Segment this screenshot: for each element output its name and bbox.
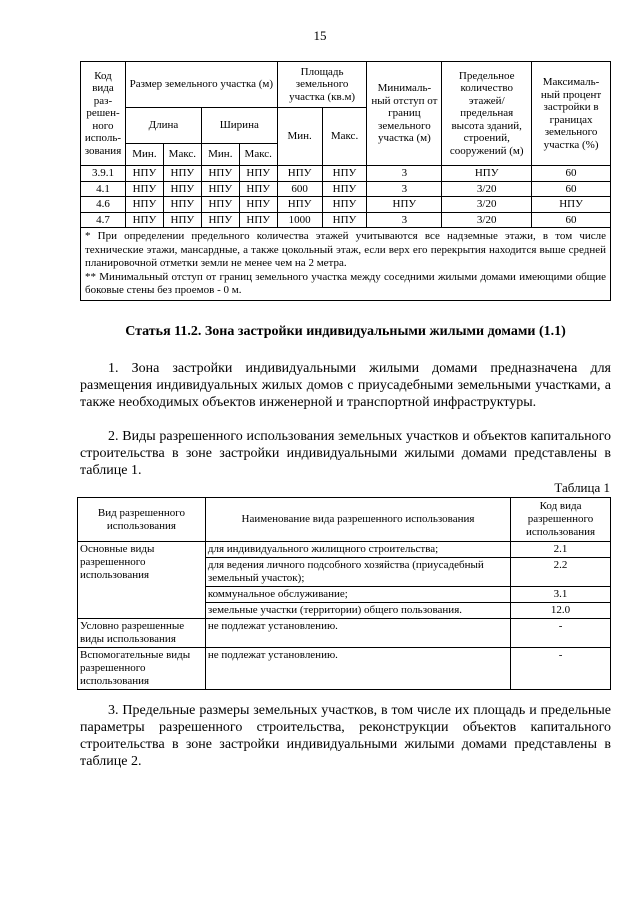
row-cell: НПУ [322, 166, 367, 182]
row-cell: НПУ [163, 197, 201, 213]
row-code: 4.6 [81, 197, 126, 213]
t1-auxiliary-name: не подлежат установлению. [205, 648, 510, 690]
row-cell: НПУ [239, 181, 277, 197]
header-area-max: Макс. [322, 108, 367, 166]
header-min-offset: Минималь-ный отступ от границ земельного участка (м) [367, 62, 442, 166]
row-cell: НПУ [125, 181, 163, 197]
t1-conditional-name: не подлежат установлению. [205, 619, 510, 648]
table-1 [77, 497, 611, 690]
row-cell: НПУ [201, 166, 239, 182]
header-area: Площадь земельного участка (кв.м) [277, 62, 367, 108]
t1-conditional-label: Условно разрешенные виды использования [78, 619, 206, 648]
header-length-min: Мин. [125, 144, 163, 166]
header-length-max: Макс. [163, 144, 201, 166]
row-code: 4.1 [81, 181, 126, 197]
row-cell: 600 [277, 181, 322, 197]
row-cell: 3/20 [442, 181, 532, 197]
row-cell: НПУ [163, 181, 201, 197]
row-cell: НПУ [125, 166, 163, 182]
row-cell: 3 [367, 181, 442, 197]
row-cell: НПУ [532, 197, 611, 213]
row-cell: НПУ [277, 166, 322, 182]
row-cell: 60 [532, 212, 611, 228]
row-cell: 3 [367, 166, 442, 182]
row-cell: НПУ [322, 181, 367, 197]
t1-auxiliary-label: Вспомогательные виды разрешенного использования [78, 648, 206, 690]
row-cell: 3/20 [442, 212, 532, 228]
row-cell: НПУ [201, 181, 239, 197]
article-heading: Статья 11.2. Зона застройки индивидуальными жилыми домами (1.1) [125, 324, 566, 339]
header-width: Ширина [201, 108, 277, 144]
t1-main-code-2: 2.2 [511, 558, 611, 587]
note-offset: ** Минимальный отступ от границ земельного участка между соседними жилыми домами имеющими общие боковые стены без проемов - 0 м. [85, 270, 606, 296]
t1-main-label: Основные виды разрешенного использования [78, 542, 206, 619]
row-cell: НПУ [163, 212, 201, 228]
parameters-row [81, 212, 611, 228]
row-cell: 60 [532, 166, 611, 182]
t1-auxiliary-code: - [511, 648, 611, 690]
header-area-min: Мин. [277, 108, 322, 166]
parameters-rows [81, 166, 611, 228]
t1-main-name-2: для ведения личного подсобного хозяйства (приусадебный земельный участок); [205, 558, 510, 587]
row-cell: 60 [532, 181, 611, 197]
row-code: 3.9.1 [81, 166, 126, 182]
t1-header-name: Наименование вида разрешенного использования [205, 498, 510, 542]
row-cell: НПУ [442, 166, 532, 182]
row-cell: 1000 [277, 212, 322, 228]
parameters-row [81, 197, 611, 213]
row-cell: НПУ [322, 197, 367, 213]
header-floors: Предельное количество этажей/ предельная высота зданий, строений, сооружений (м) [442, 62, 532, 166]
row-cell: НПУ [239, 197, 277, 213]
t1-main-code-3: 3.1 [511, 587, 611, 603]
row-cell: НПУ [163, 166, 201, 182]
header-size: Размер земельного участка (м) [125, 62, 277, 108]
parameters-row [81, 181, 611, 197]
header-width-max: Макс. [239, 144, 277, 166]
header-width-min: Мин. [201, 144, 239, 166]
header-length: Длина [125, 108, 201, 144]
row-cell: НПУ [239, 212, 277, 228]
t1-main-name-4: земельные участки (территории) общего пользования. [205, 603, 510, 619]
t1-main-name-1: для индивидуального жилищного строительства; [205, 542, 510, 558]
page-number: 15 [313, 28, 327, 43]
row-cell: 3/20 [442, 197, 532, 213]
note-floors: * При определении предельного количества этажей учитываются все надземные этажи, в том числе технические этажи, мансардные, а также цокольный этаж, если верх его перекрытия находится выше средней планировочной отметки земли не менее чем на 2 метра. [85, 230, 606, 269]
row-cell: НПУ [322, 212, 367, 228]
t1-header-type: Вид разрешенного использования [78, 498, 206, 542]
paragraph-2: 2. Виды разрешенного использования земельных участков и объектов капитального строительства в зоне застройки индивидуальными жилыми домами представлены в таблице 1. [80, 429, 611, 478]
row-cell: НПУ [125, 212, 163, 228]
paragraph-1: 1. Зона застройки индивидуальными жилыми домами предназначена для размещения индивидуальных жилых домов с приусадебными земельными участками, а также необходимых объектов инженерной и транспортной инфраструктуры. [80, 361, 611, 410]
row-cell: НПУ [367, 197, 442, 213]
t1-main-name-3: коммунальное обслуживание; [205, 587, 510, 603]
t1-conditional-code: - [511, 619, 611, 648]
t1-main-code-4: 12.0 [511, 603, 611, 619]
row-cell: НПУ [201, 197, 239, 213]
table1-caption: Таблица 1 [554, 480, 610, 495]
paragraph-3: 3. Предельные размеры земельных участков, в том числе их площадь и предельные параметры разрешенного строительства, реконструкции объектов капитального строительства в зоне застройки индивидуальными жилыми домами представлены в таблице 2. [80, 703, 611, 769]
row-cell: НПУ [201, 212, 239, 228]
header-max-percent: Максималь-ный процент застройки в границах земельного участка (%) [532, 62, 611, 166]
parameters-table [80, 61, 611, 301]
t1-header-code: Код вида разрешенного использования [511, 498, 611, 542]
row-cell: 3 [367, 212, 442, 228]
table-notes [81, 228, 611, 301]
row-cell: НПУ [277, 197, 322, 213]
row-code: 4.7 [81, 212, 126, 228]
parameters-row [81, 166, 611, 182]
header-code: Код вида раз-решен-ного исполь-зования [81, 62, 126, 166]
row-cell: НПУ [239, 166, 277, 182]
row-cell: НПУ [125, 197, 163, 213]
t1-main-code-1: 2.1 [511, 542, 611, 558]
